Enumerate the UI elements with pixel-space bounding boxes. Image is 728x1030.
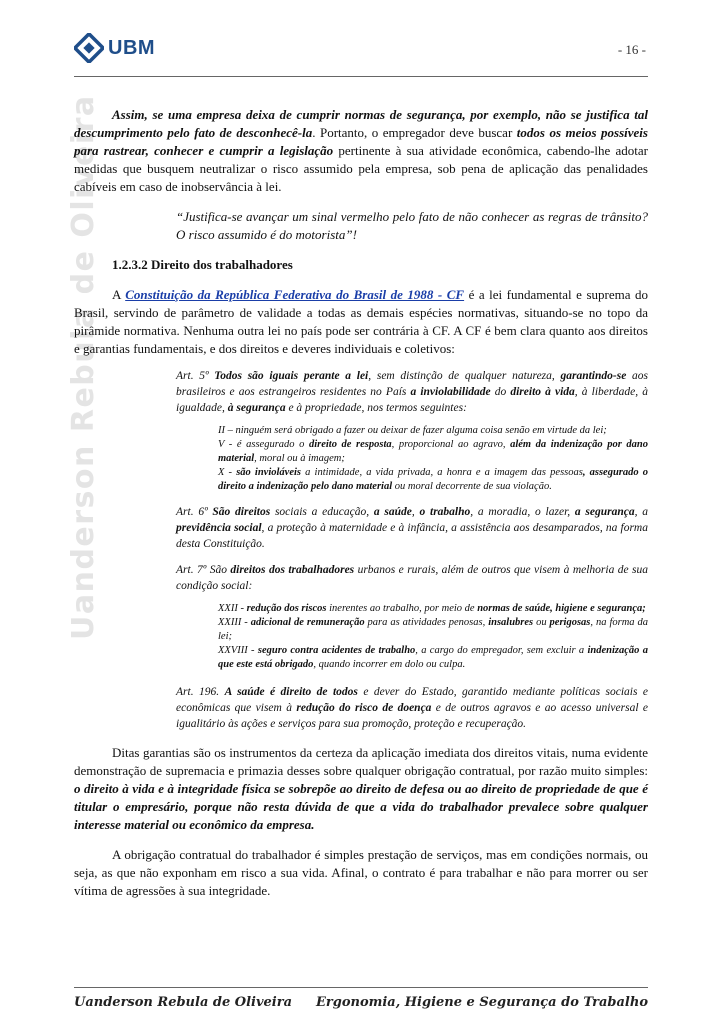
article-7-items <box>218 602 648 672</box>
item-xxii: XXII - redução dos riscos inerentes ao trabalho, por meio de normas de saúde, higiene e segurança; <box>218 603 646 614</box>
section-heading: 1.2.3.2 Direito dos trabalhadores <box>112 257 293 272</box>
paragraph-2: A Constituição da República Federativa do Brasil de 1988 - CF é a lei fundamental e suprema do Brasil, servindo de parâmetro de validade a todas as demais espécies normativas, situando-se no topo da pirâmide normativa. Nenhuma outra lei no país pode ser contrária à CF. A CF é bem clara quanto aos direitos e garantias fundamentais, e dos direitos e deveres individuais e coletivos: <box>74 287 648 356</box>
footer-title: Ergonomia, Higiene e Segurança do Trabalho <box>315 995 648 1010</box>
item-xxiii: XXIII - adicional de remuneração para as atividades penosas, insalubres ou perigosas, na forma da lei; <box>218 617 648 642</box>
paragraph-4: A obrigação contratual do trabalhador é simples prestação de serviços, mas em condições normais, ou seja, as que não exponham em risco a sua vida. Afinal, o contrato é para trabalhar e não para morrer ou ser vítima de agressões à sua integridade. <box>74 847 648 898</box>
header-divider <box>74 76 648 77</box>
item-v: V - é assegurado o direito de resposta, proporcional ao agravo, além da indenização por dano material, moral ou à imagem; <box>218 439 648 464</box>
article-5: Art. 5º Todos são iguais perante a lei, sem distinção de qualquer natureza, garantindo-se aos brasileiros e aos estrangeiros residentes no País a inviolabilidade do direito à vida, à liberdade, à igualdade, à segurança e à propriedade, nos termos seguintes: <box>176 370 649 414</box>
ubm-logo-icon <box>74 33 104 63</box>
watermark: Uanderson Rebula de Oliveira <box>66 94 101 640</box>
logo-text: UBM <box>108 36 156 59</box>
item-xxviii: XXVIII - seguro contra acidentes de trabalho, a cargo do empregador, sem excluir a indenização a que este está obrigado, quando incorrer em dolo ou culpa. <box>218 645 648 670</box>
footer <box>74 995 648 1010</box>
article-5-items <box>218 424 648 494</box>
constitution-link[interactable]: Constituição da República Federativa do Brasil de 1988 - CF <box>125 287 465 302</box>
page-content <box>74 106 648 900</box>
item-ii: II – ninguém será obrigado a fazer ou deixar de fazer alguma coisa senão em virtude da lei; <box>218 425 607 436</box>
article-7: Art. 7º São direitos dos trabalhadores urbanos e rurais, além de outros que visem à melhoria de sua condição social: <box>176 564 649 592</box>
logo <box>74 33 155 63</box>
item-x: X - são invioláveis a intimidade, a vida privada, a honra e a imagem das pessoas, assegurado o direito a indenização pelo dano material ou moral decorrente de sua violação. <box>218 467 649 492</box>
article-6: Art. 6º São direitos sociais a educação, a saúde, o trabalho, a moradia, o lazer, a segurança, a previdência social, a proteção à maternidade e à infância, a assistência aos desamparados, na forma desta Constituição. <box>176 506 649 550</box>
quote: “Justifica-se avançar um sinal vermelho pelo fato de não conhecer as regras de trânsito? O risco assumido é do motorista”! <box>176 209 648 242</box>
page-number: - 16 - <box>617 42 646 57</box>
footer-author: Uanderson Rebula de Oliveira <box>74 995 293 1010</box>
footer-divider <box>74 987 648 988</box>
paragraph-1: Assim, se uma empresa deixa de cumprir normas de segurança, por exemplo, não se justifica tal descumprimento pelo fato de desconhecê-la. Portanto, o empregador deve buscar todos os meios possíveis para rastrear, conhecer e cumprir a legislação pertinente à sua atividade econômica, cabendo-lhe adotar medidas que busquem neutralizar o risco assumido pela empresa, sob pena de aplicação das penalidades cabíveis em caso de inobservância à lei. <box>74 107 649 194</box>
paragraph-3: Ditas garantias são os instrumentos da certeza da aplicação imediata dos direitos vitais, numa evidente demonstração de supremacia e primazia desses sobre qualquer obrigação contratual, por razão muito simples: o direito à vida e à integridade física se sobrepõe ao direito de defesa ou ao direito de propriedade de que é titular o empresário, porque não resta dúvida de que a vida do trabalhador prevalece sobre qualquer interesse material ou econômico da empresa. <box>74 745 648 832</box>
article-196: Art. 196. A saúde é direito de todos e dever do Estado, garantido mediante políticas sociais e econômicas que visem à redução do risco de doença e de outros agravos e ao acesso universal e igualitário às ações e serviços para sua promoção, proteção e recuperação. <box>176 686 649 730</box>
